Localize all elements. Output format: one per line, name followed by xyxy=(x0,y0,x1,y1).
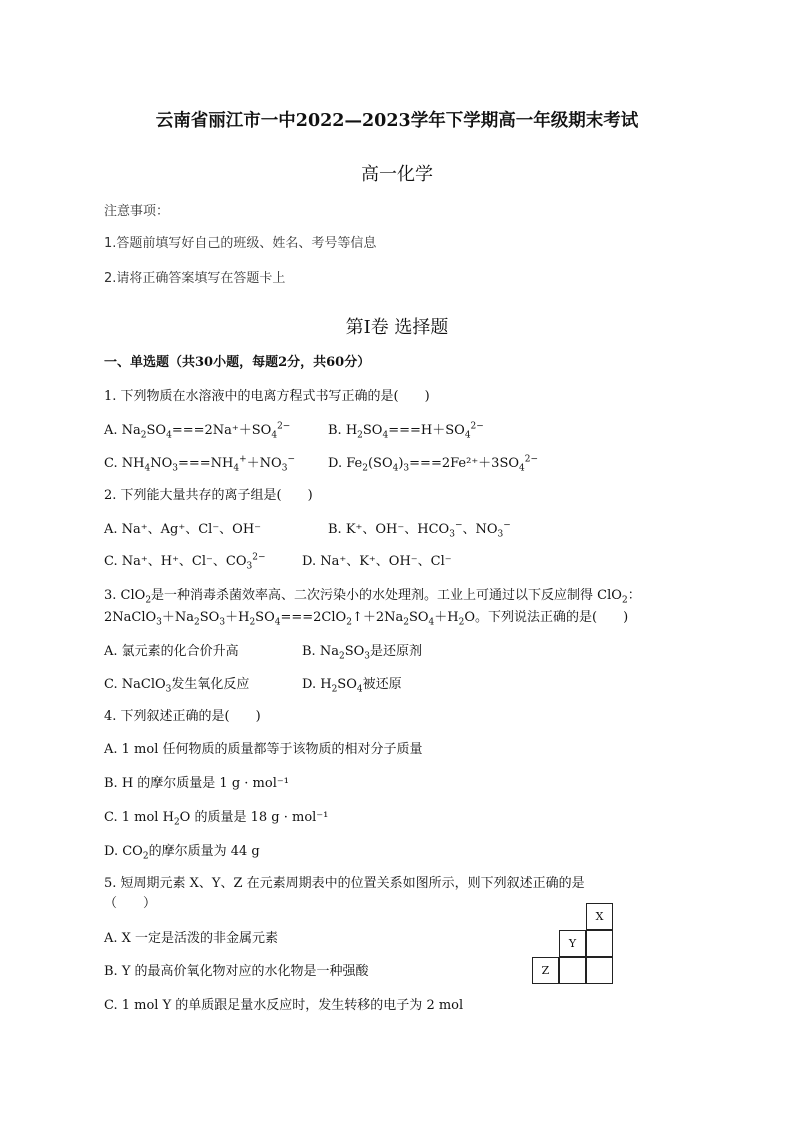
q1-option-c: C. $NH_4NO_3===NH_4^++NO_3^-$ xyxy=(104,454,295,474)
section-title: 第Ⅰ卷 选择题 xyxy=(345,317,449,338)
subject-title: 高一化学 xyxy=(361,164,433,185)
q3-option-b: B. $Na_2SO_3$是还原剂 xyxy=(302,644,423,662)
cell-empty-3 xyxy=(586,957,613,984)
q4-option-d: D. $CO_2$的摩尔质量为 44 g xyxy=(104,844,260,862)
part-heading: 一、单选题（共30小题，每题2分，共60分） xyxy=(104,355,371,370)
q3-option-c: C. NaClO$_3$发生氧化反应 xyxy=(104,677,250,695)
q1-option-a: A. $Na_2SO_4===2Na^++SO_4^{2-}$ xyxy=(104,421,291,441)
q5-option-c: C. 1 mol Y 的单质跟足量水反应时，发生转移的电子为 2 mol xyxy=(104,998,464,1013)
q4-option-b: B. H 的摩尔质量是 1 g · mol⁻¹ xyxy=(104,776,289,791)
cell-empty-1 xyxy=(586,930,613,957)
q3-option-a: A. 氯元素的化合价升高 xyxy=(104,644,239,659)
notice-item-1: 1.答题前填写好自己的班级、姓名、考号等信息 xyxy=(104,236,377,251)
q1-option-d: D. $Fe_2(SO_4)_3===2Fe^{2+}+3SO_4^{2-}$ xyxy=(328,454,539,474)
cell-empty-2 xyxy=(559,957,586,984)
q4-option-a: A. 1 mol 任何物质的质量都等于该物质的相对分子质量 xyxy=(104,742,423,757)
q5-stem-paren: （ ） xyxy=(104,896,157,911)
q3-stem: 3. ClO$_2$是一种消毒杀菌效率高、二次污染小的水处理剂。工业上可通过以下反应制得 ClO$_2$： xyxy=(104,588,641,606)
q3-option-d: D. $H_2SO_4$被还原 xyxy=(302,677,402,695)
q1-option-b: B. $H_2SO_4===H+SO_4^{2-}$ xyxy=(328,421,484,441)
q5-option-a: A. X 一定是活泼的非金属元素 xyxy=(104,931,279,946)
q2-option-c: C. Na⁺、H⁺、Cl⁻、$CO_3^{2-}$ xyxy=(104,552,266,572)
cell-x: X xyxy=(586,903,613,930)
q4-stem: 4. 下列叙述正确的是( ) xyxy=(104,709,261,724)
cell-z: Z xyxy=(532,957,559,984)
q3-equation: $2NaClO_3+Na_2SO_3+H_2SO_4===2ClO_2↑+2Na_2SO_4+H_2O$。下列说法正确的是( ) xyxy=(104,610,629,628)
q5-option-b: B. Y 的最高价氧化物对应的水化物是一种强酸 xyxy=(104,964,369,979)
q2-option-a: A. Na⁺、Ag⁺、Cl⁻、OH⁻ xyxy=(104,522,262,537)
q1-stem: 1. 下列物质在水溶液中的电离方程式书写正确的是( ) xyxy=(104,389,430,404)
q4-option-c: C. 1 mol $H_2O$ 的质量是 18 g · mol⁻¹ xyxy=(104,810,329,828)
q2-option-b: B. K⁺、OH⁻、$HCO_3^-$、$NO_3^-$ xyxy=(328,520,511,540)
cell-y: Y xyxy=(559,930,586,957)
exam-title: 云南省丽江市一中2022—2023学年下学期高一年级期末考试 xyxy=(155,111,639,131)
q2-stem: 2. 下列能大量共存的离子组是( ) xyxy=(104,488,313,503)
q2-option-d: D. Na⁺、K⁺、OH⁻、Cl⁻ xyxy=(302,554,452,569)
notice-item-2: 2.请将正确答案填写在答题卡上 xyxy=(104,271,286,286)
q5-stem: 5. 短周期元素 X、Y、Z 在元素周期表中的位置关系如图所示，则下列叙述正确的是 xyxy=(104,876,585,891)
notice-heading: 注意事项： xyxy=(104,204,170,219)
